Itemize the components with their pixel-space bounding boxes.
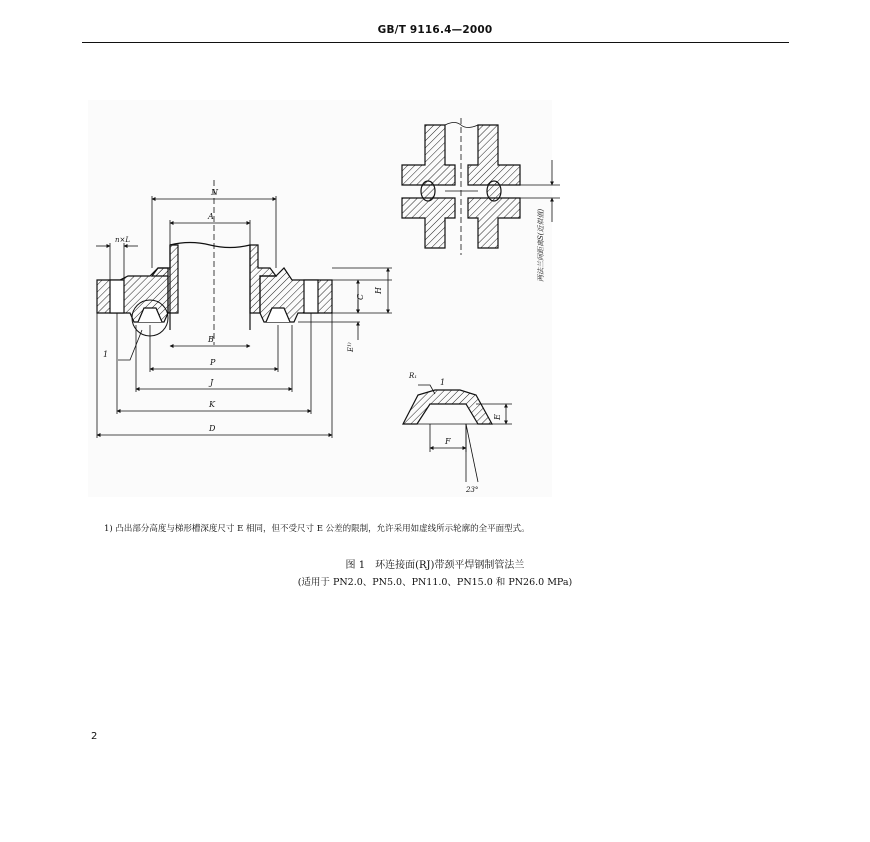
callout-1-label: 1 — [103, 350, 109, 359]
dim-k-label: K — [209, 400, 215, 409]
page-number: 2 — [91, 731, 98, 742]
bolt-hole-right — [304, 280, 318, 313]
dim-nxl-label: n×L — [115, 236, 131, 244]
detail-1-label: 1 — [440, 378, 446, 387]
figure-caption-subtitle: (适用于 PN2.0、PN5.0、PN11.0、PN15.0 和 PN26.0 MPa) — [297, 577, 573, 588]
dim-e-label: E¹⁾ — [347, 342, 355, 352]
dim-h-label: H — [374, 287, 383, 294]
detail-f-label: F — [445, 437, 451, 446]
dim-p-label: P — [210, 358, 216, 367]
footnote: 1) 凸出部分高度与梯形槽深度尺寸 E 相同，但不受尺寸 E 公差的限制，允许采用如虚线所示轮廓的全平面型式。 — [104, 524, 530, 534]
dim-d-label: D — [209, 424, 216, 433]
dim-b-label: B — [208, 335, 214, 344]
bolt-hole-left — [110, 280, 124, 313]
ring-gasket-right — [487, 181, 501, 201]
dim-a-label: A — [208, 212, 214, 221]
detail-r1-label: R₁ — [409, 372, 418, 380]
detail-e-label: E — [493, 414, 502, 420]
detail-angle-label: 23° — [466, 486, 479, 494]
dim-n-label: N — [211, 188, 218, 197]
gap-side-note: 两法兰间距离S(近似值) — [537, 208, 545, 282]
ring-gasket-left — [421, 181, 435, 201]
dim-c-label: C — [356, 293, 365, 300]
dim-j-label: J — [210, 378, 214, 387]
document-header: GB/T 9116.4—2000 — [377, 24, 493, 36]
figure-caption-title: 图 1 环连接面(RJ)带颈平焊钢制管法兰 — [345, 560, 525, 571]
